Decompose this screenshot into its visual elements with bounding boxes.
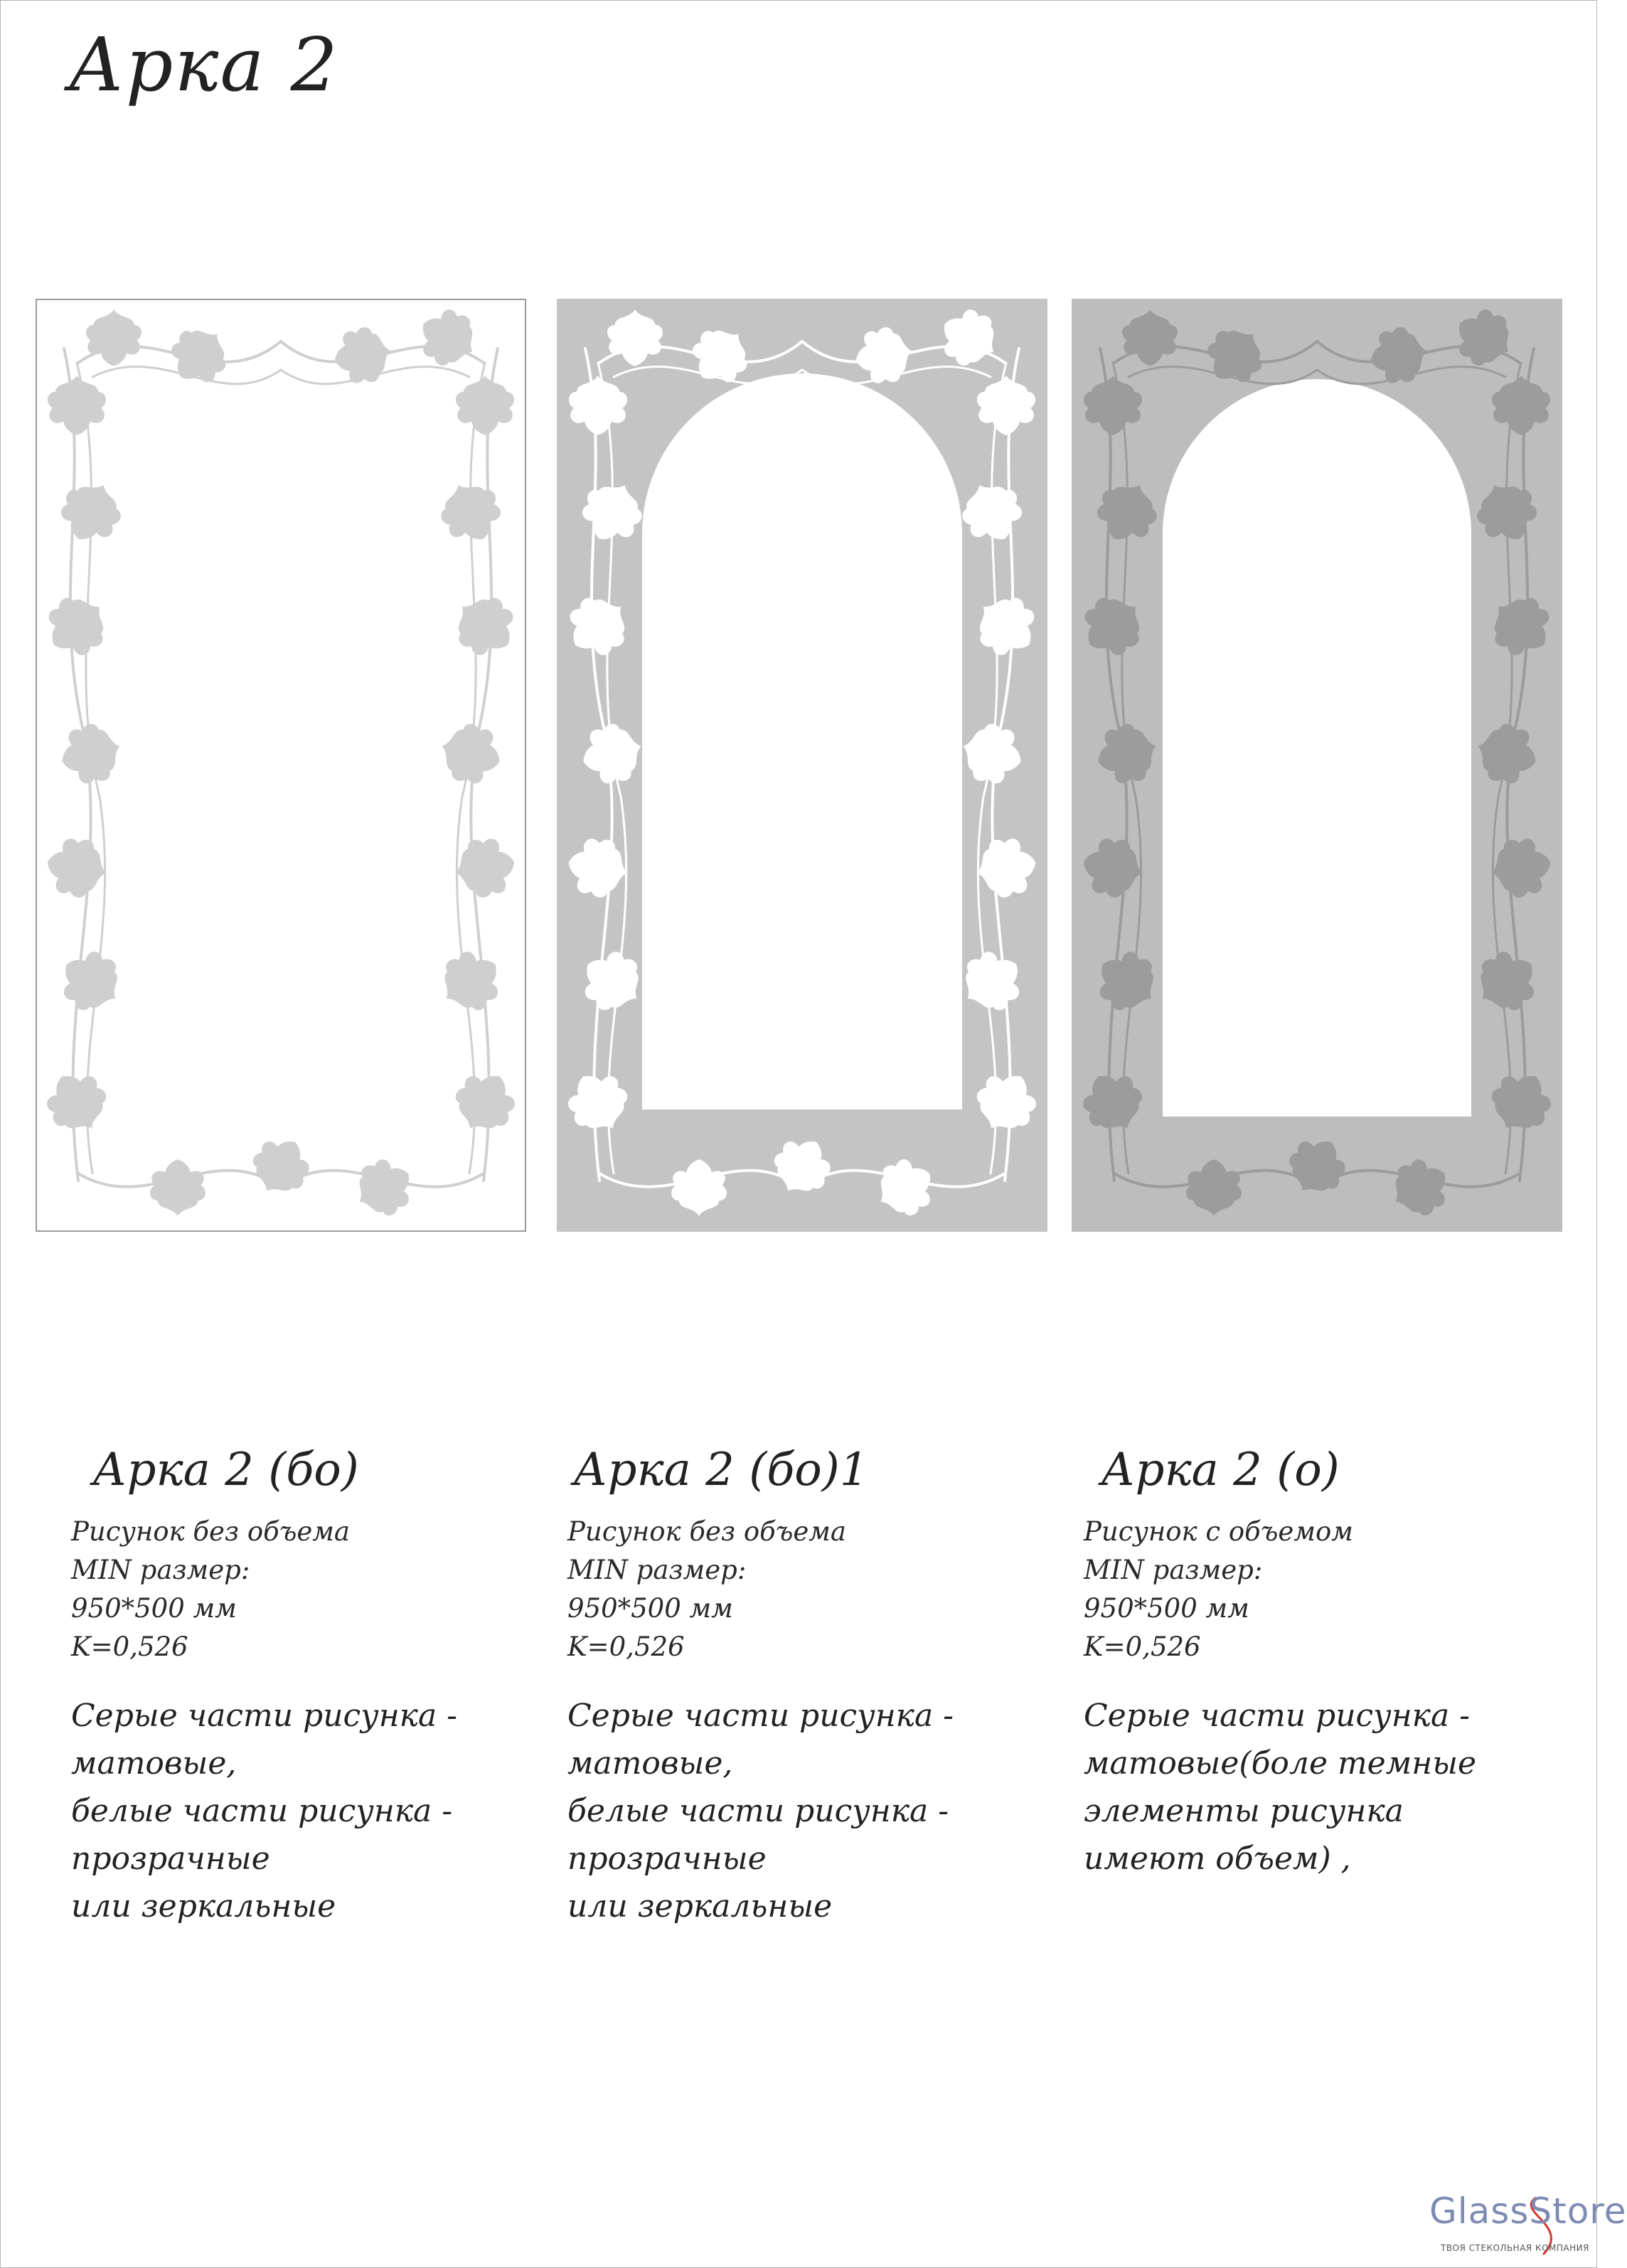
page-title: Арка 2	[68, 21, 339, 108]
note-line: прозрачные	[567, 1841, 767, 1877]
arch-opening	[642, 373, 962, 1109]
note-line: элементы рисунка	[1084, 1793, 1404, 1829]
logo-tagline: ТВОЯ СТЕКОЛЬНАЯ КОМПАНИЯ	[1441, 2243, 1589, 2253]
panel-1-artwork	[36, 299, 526, 1232]
spec-line: MIN размер:	[71, 1555, 250, 1585]
spec-line: Рисунок без объема	[567, 1516, 846, 1547]
note-line: матовые(боле темные	[1084, 1745, 1477, 1782]
note-line: белые части рисунка -	[71, 1793, 453, 1829]
caption-note	[1084, 1692, 1574, 1883]
spec-line: K=0,526	[71, 1631, 188, 1662]
panel-2-artwork	[557, 299, 1047, 1232]
arch-opening	[1163, 379, 1471, 1117]
note-line: матовые,	[71, 1745, 237, 1782]
spec-line: MIN размер:	[567, 1555, 747, 1585]
caption-spec	[567, 1513, 1058, 1666]
panel-3-artwork	[1072, 299, 1562, 1232]
logo-text: GlassStore	[1429, 2190, 1627, 2232]
caption-2	[567, 1444, 1058, 1930]
note-line: белые части рисунка -	[567, 1793, 949, 1829]
note-line: Серые части рисунка -	[1084, 1698, 1471, 1734]
spec-line: Рисунок без объема	[71, 1516, 350, 1547]
spec-line: Рисунок с объемом	[1084, 1516, 1353, 1547]
note-line: или зеркальные	[71, 1888, 336, 1924]
note-line: матовые,	[567, 1745, 733, 1782]
caption-1	[71, 1444, 562, 1930]
caption-note	[567, 1692, 1058, 1930]
spec-line: 950*500 мм	[1084, 1593, 1249, 1624]
spec-line: K=0,526	[1084, 1631, 1201, 1662]
note-line: Серые части рисунка -	[71, 1698, 458, 1734]
caption-3	[1084, 1444, 1574, 1883]
caption-title: Арка 2 (бо)1	[573, 1444, 869, 1496]
spec-line: 950*500 мм	[71, 1593, 237, 1624]
caption-title: Арка 2 (о)	[1101, 1444, 1340, 1496]
caption-title: Арка 2 (бо)	[92, 1444, 359, 1496]
note-line: имеют объем) ,	[1084, 1841, 1351, 1877]
panel-1	[36, 299, 526, 1232]
spec-line: MIN размер:	[1084, 1555, 1263, 1585]
note-line: прозрачные	[71, 1841, 270, 1877]
caption-spec	[71, 1513, 562, 1666]
panel-3	[1072, 299, 1562, 1232]
caption-note	[71, 1692, 562, 1930]
note-line: или зеркальные	[567, 1888, 833, 1924]
spec-line: 950*500 мм	[567, 1593, 733, 1624]
caption-spec	[1084, 1513, 1574, 1666]
note-line: Серые части рисунка -	[567, 1698, 954, 1734]
spec-line: K=0,526	[567, 1631, 685, 1662]
glassstore-logo	[1429, 2190, 1627, 2262]
panel-2	[557, 299, 1047, 1232]
